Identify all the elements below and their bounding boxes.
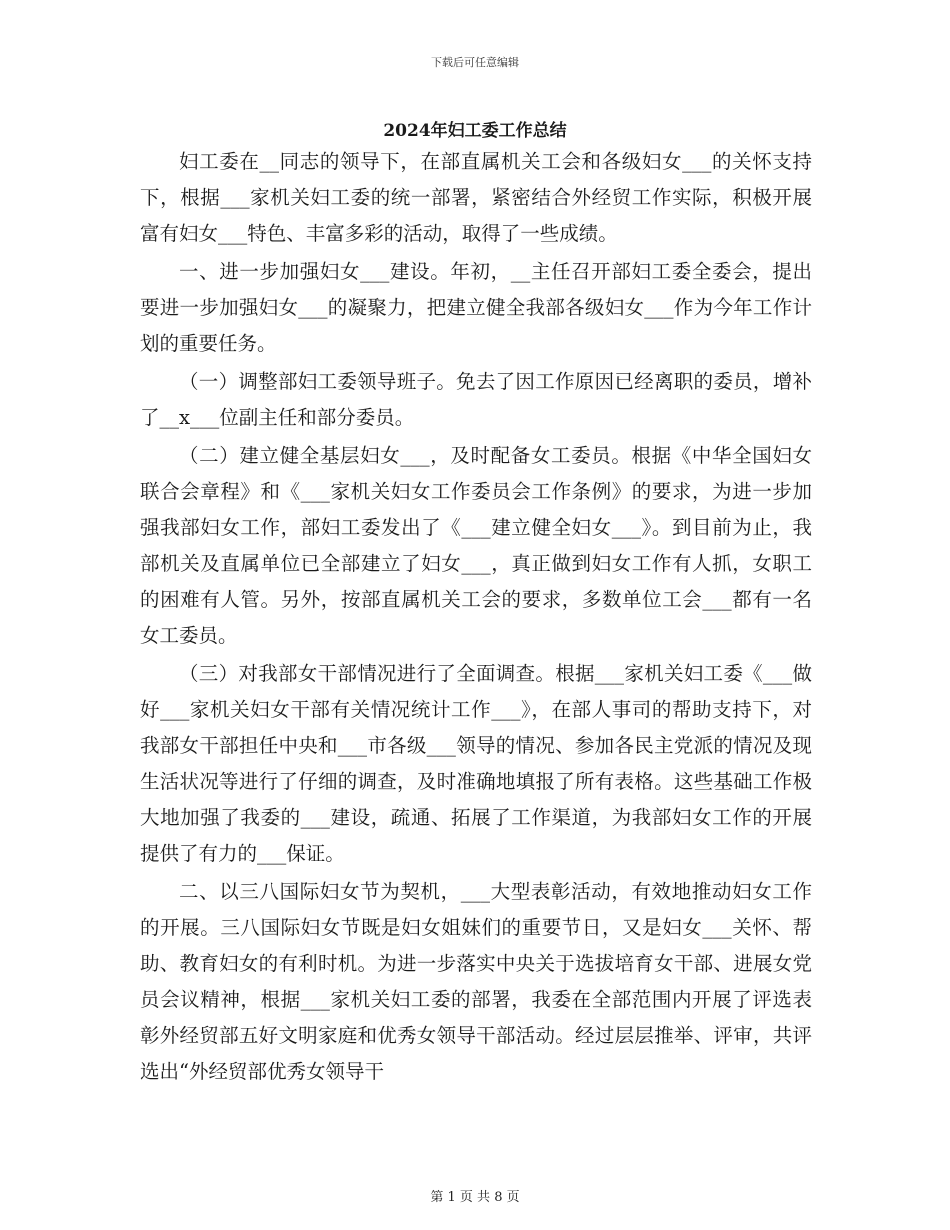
- paragraph-intro: 妇工委在__同志的领导下，在部直属机关工会和各级妇女___的关怀支持下，根据___家机关妇工委的统一部署，紧密结合外经贸工作实际，积极开展富有妇女___特色、丰富多彩的活动，取得了一些成绩。: [140, 150, 812, 245]
- document-body: [140, 144, 812, 1090]
- paragraph-section-1: 一、进一步加强妇女___建设。年初，__主任召开部妇工委全委会，提出要进一步加强妇女___的凝聚力，把建立健全我部各级妇女___作为今年工作计划的重要任务。: [140, 260, 812, 355]
- page-number: 第 1 页 共 8 页: [430, 1190, 520, 1205]
- paragraph-item-3: （三）对我部女干部情况进行了全面调查。根据___家机关妇工委《___做好___家机关妇女干部有关情况统计工作___》，在部人事司的帮助支持下，对我部女干部担任中央和___市各级___领导的情况、参加各民主党派的情况及现生活状况等进行了仔细的调查，及时准确地填报了所有表格。这些基础工作极大地加强了我委的___建设，疏通、拓展了工作渠道，为我部妇女工作的开展提供了有力的___保证。: [140, 662, 812, 865]
- header-note: 下载后可任意编辑: [431, 56, 519, 69]
- paragraph-item-2: （二）建立健全基层妇女___，及时配备女工委员。根据《中华全国妇女联合会章程》和《___家机关妇女工作委员会工作条例》的要求，为进一步加强我部妇女工作，部妇工委发出了《___建立健全妇女___》。到目前为止，我部机关及直属单位已全部建立了妇女___，真正做到妇女工作有人抓，女职工的困难有人管。另外，按部直属机关工会的要求，多数单位工会___都有一名女工委员。: [140, 444, 812, 647]
- paragraph-section-2: 二、以三八国际妇女节为契机，___大型表彰活动，有效地推动妇女工作的开展。三八国际妇女节既是妇女姐妹们的重要节日，又是妇女___关怀、帮助、教育妇女的有利时机。为进一步落实中央关于选拔培育女干部、进展女党员会议精神，根据___家机关妇工委的部署，我委在全部范围内开展了评选表彰外经贸部五好文明家庭和优秀女领导干部活动。经过层层推举、评审，共评选出“外经贸部优秀女领导干: [140, 880, 812, 1083]
- document-title: 2024年妇工委工作总结: [383, 121, 567, 141]
- paragraph-item-1: （一）调整部妇工委领导班子。免去了因工作原因已经离职的委员，增补了__x___位副主任和部分委员。: [140, 370, 812, 429]
